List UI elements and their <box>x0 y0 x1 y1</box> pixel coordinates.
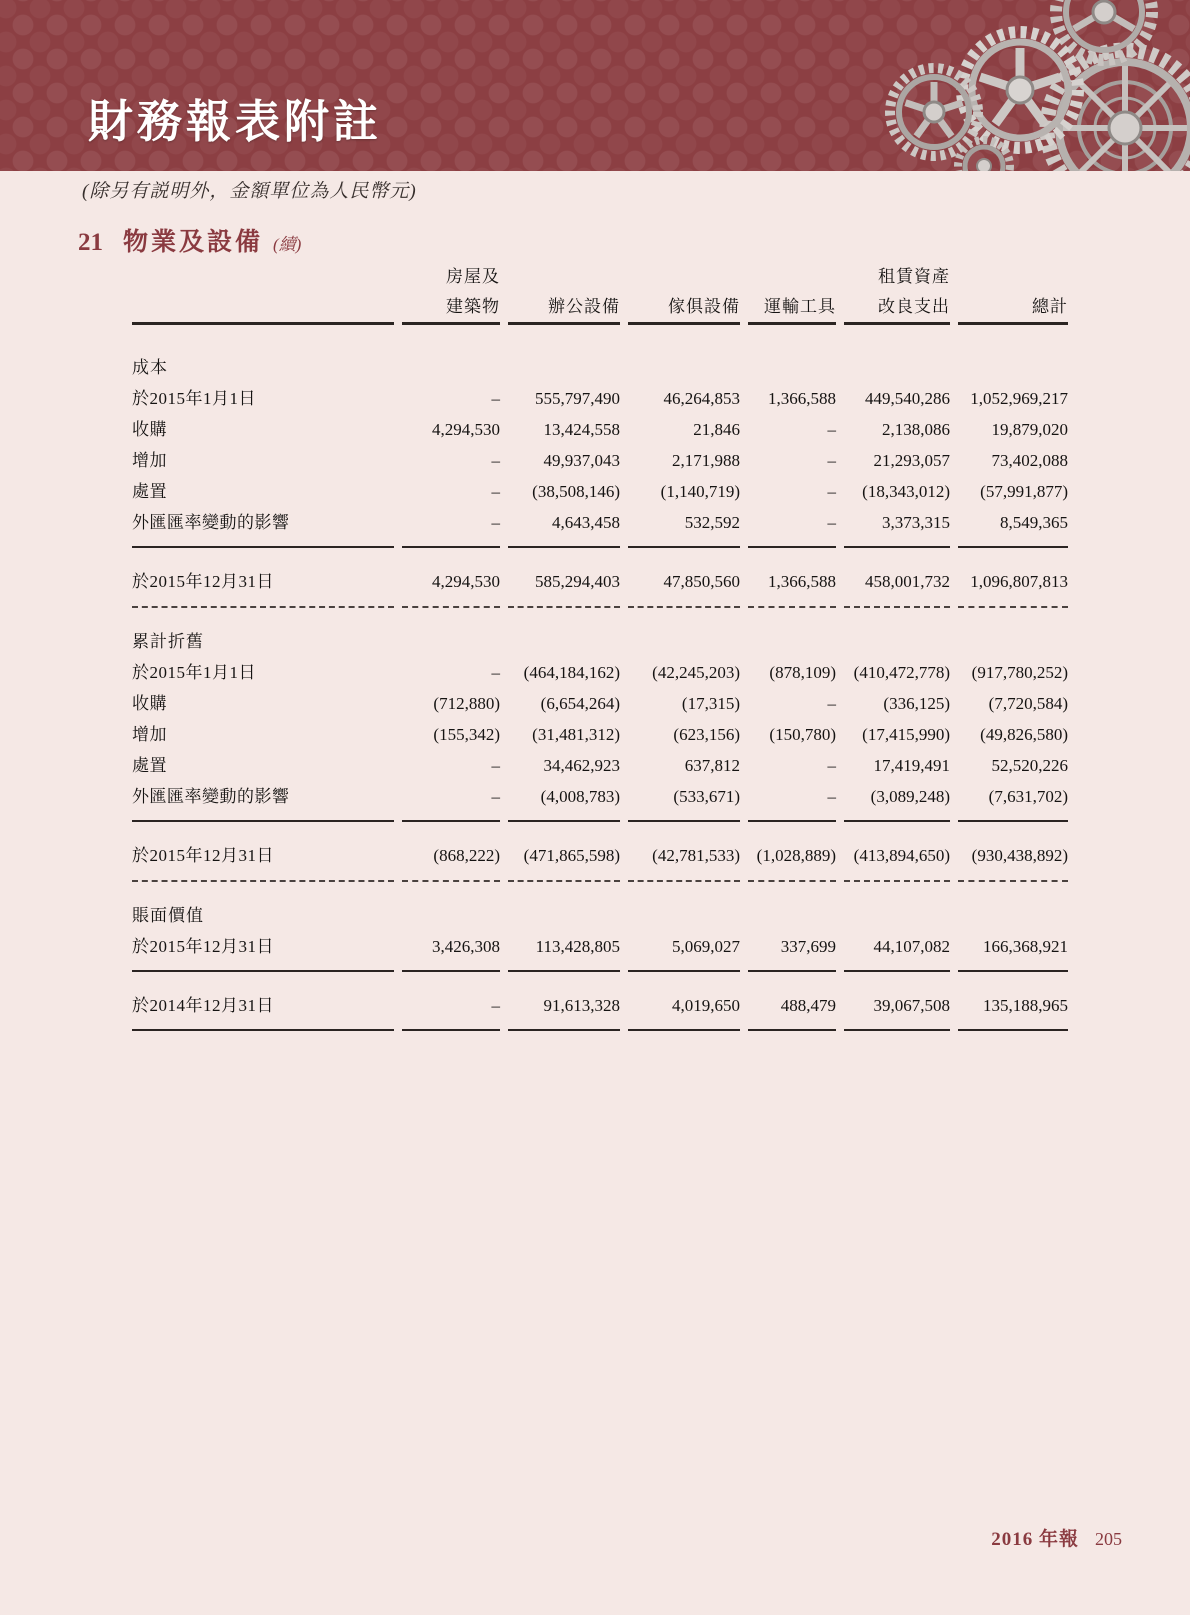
page-footer <box>991 1524 1122 1551</box>
column-header-line: 建築物 <box>446 297 500 316</box>
cell-value: 47,850,560 <box>628 548 740 608</box>
currency-note: (除另有説明外，金額單位為人民幣元) <box>82 181 417 202</box>
cell-value: – <box>827 482 836 501</box>
cell-value: 337,699 <box>748 931 836 972</box>
cell-value: – <box>402 781 500 822</box>
cell-value: (7,631,702) <box>958 781 1068 822</box>
column-header-line: 運輸工具 <box>764 297 836 316</box>
cell-value: 166,368,921 <box>958 931 1068 972</box>
section-label: 累計折舊 <box>132 632 204 651</box>
column-header-row <box>132 262 1068 325</box>
cell-value: 91,613,328 <box>508 972 620 1031</box>
column-header-line: 租賃資產 <box>878 267 950 286</box>
cell-value: 555,797,490 <box>535 389 620 408</box>
cell-value: 135,188,965 <box>958 972 1068 1031</box>
table-row <box>132 822 1068 882</box>
cell-value: 2,171,988 <box>672 451 740 470</box>
cell-value: 585,294,403 <box>508 548 620 608</box>
column-header-buildings <box>402 262 500 325</box>
table-row <box>132 507 1068 548</box>
column-header-line <box>628 262 740 292</box>
cell-value: (413,894,650) <box>844 822 950 882</box>
cell-value: (464,184,162) <box>523 663 620 682</box>
page-title: 財務報表附註 <box>88 97 383 147</box>
column-header-office-equipment <box>508 262 620 325</box>
table-row <box>132 548 1068 608</box>
section-continuation: (續) <box>273 235 302 254</box>
page-banner <box>0 0 1190 171</box>
column-header-line: 改良支出 <box>878 297 950 316</box>
cell-value: (471,865,598) <box>508 822 620 882</box>
column-header-leasehold-improvements <box>844 262 950 325</box>
row-label: 收購 <box>132 694 167 713</box>
cell-value: 2,138,086 <box>882 420 950 439</box>
cell-value: 21,293,057 <box>873 451 950 470</box>
table-row <box>132 972 1068 1031</box>
section-label: 賬面價值 <box>132 906 204 925</box>
cell-value: 34,462,923 <box>543 756 620 775</box>
cell-value: – <box>827 756 836 775</box>
row-label: 處置 <box>132 756 167 775</box>
cell-value: 73,402,088 <box>991 451 1068 470</box>
row-label: 於2015年12月31日 <box>132 931 394 972</box>
cell-value: (3,089,248) <box>844 781 950 822</box>
section-heading <box>78 222 301 258</box>
cell-value: (868,222) <box>402 822 500 882</box>
footer-page-number: 205 <box>1095 1529 1122 1549</box>
cell-value: (1,028,889) <box>748 822 836 882</box>
cell-value: 1,366,588 <box>768 389 836 408</box>
section-title: 物業及設備 <box>123 229 264 256</box>
cell-value: – <box>491 389 500 408</box>
table-row <box>132 931 1068 972</box>
gears-icon <box>870 0 1190 171</box>
table-row <box>132 445 1068 476</box>
cell-value: 4,294,530 <box>432 420 500 439</box>
cell-value: (712,880) <box>433 694 500 713</box>
cell-value: 449,540,286 <box>865 389 950 408</box>
cell-value: – <box>827 694 836 713</box>
column-header-vehicles <box>748 262 836 325</box>
property-equipment-table <box>124 262 1076 1031</box>
cell-value: 532,592 <box>628 507 740 548</box>
table-body <box>132 325 1068 1031</box>
table-row <box>132 688 1068 719</box>
cell-value: (31,481,312) <box>532 725 620 744</box>
cell-value: (410,472,778) <box>853 663 950 682</box>
column-header-line: 傢俱設備 <box>668 297 740 316</box>
table-row <box>132 750 1068 781</box>
cell-value: 19,879,020 <box>991 420 1068 439</box>
table-row <box>132 657 1068 688</box>
cell-value: (155,342) <box>433 725 500 744</box>
cell-value: 458,001,732 <box>844 548 950 608</box>
row-label: 收購 <box>132 420 167 439</box>
cell-value: – <box>827 420 836 439</box>
cell-value: (930,438,892) <box>958 822 1068 882</box>
section-header-row <box>132 325 1068 383</box>
column-header-line <box>748 262 836 292</box>
cell-value: (57,991,877) <box>980 482 1068 501</box>
column-header-line <box>958 262 1068 292</box>
footer-report-label: 2016 年報 <box>991 1529 1079 1550</box>
cell-value: 1,052,969,217 <box>970 389 1068 408</box>
cell-value: (42,245,203) <box>652 663 740 682</box>
cell-value: (38,508,146) <box>532 482 620 501</box>
section-label: 成本 <box>132 358 168 377</box>
cell-value: 4,019,650 <box>628 972 740 1031</box>
cell-value: (42,781,533) <box>628 822 740 882</box>
cell-value: – <box>491 663 500 682</box>
row-label: 於2014年12月31日 <box>132 972 394 1031</box>
column-header-line <box>508 262 620 292</box>
cell-value: (6,654,264) <box>540 694 620 713</box>
cell-value: 17,419,491 <box>873 756 950 775</box>
row-label: 外匯匯率變動的影響 <box>132 507 394 548</box>
cell-value: 39,067,508 <box>844 972 950 1031</box>
column-header-total <box>958 262 1068 325</box>
cell-value: (49,826,580) <box>980 725 1068 744</box>
cell-value: (17,415,990) <box>862 725 950 744</box>
cell-value: (1,140,719) <box>660 482 740 501</box>
cell-value: 49,937,043 <box>543 451 620 470</box>
cell-value: (878,109) <box>769 663 836 682</box>
row-label: 增加 <box>132 725 167 744</box>
cell-value: – <box>827 451 836 470</box>
cell-value: 113,428,805 <box>508 931 620 972</box>
cell-value: 8,549,365 <box>958 507 1068 548</box>
cell-value: – <box>402 507 500 548</box>
cell-value: – <box>491 482 500 501</box>
cell-value: (17,315) <box>681 694 740 713</box>
column-header-furniture <box>628 262 740 325</box>
row-label: 於2015年12月31日 <box>132 548 394 608</box>
cell-value: 637,812 <box>684 756 740 775</box>
cell-value: 3,426,308 <box>402 931 500 972</box>
cell-value: 4,643,458 <box>508 507 620 548</box>
cell-value: 488,479 <box>748 972 836 1031</box>
table-row <box>132 383 1068 414</box>
cell-value: – <box>402 972 500 1031</box>
cell-value: (917,780,252) <box>971 663 1068 682</box>
cell-value: 1,096,807,813 <box>958 548 1068 608</box>
cell-value: – <box>748 507 836 548</box>
cell-value: (533,671) <box>628 781 740 822</box>
cell-value: – <box>491 451 500 470</box>
section-header-row <box>132 608 1068 657</box>
cell-value: (336,125) <box>883 694 950 713</box>
table-row <box>132 781 1068 822</box>
cell-value: 1,366,588 <box>748 548 836 608</box>
cell-value: 44,107,082 <box>844 931 950 972</box>
row-label: 處置 <box>132 482 167 501</box>
cell-value: 21,846 <box>693 420 740 439</box>
cell-value: 5,069,027 <box>628 931 740 972</box>
row-label-header <box>132 262 394 325</box>
section-number: 21 <box>78 229 103 256</box>
table-row <box>132 476 1068 507</box>
cell-value: (150,780) <box>769 725 836 744</box>
cell-value: 13,424,558 <box>543 420 620 439</box>
cell-value: (18,343,012) <box>862 482 950 501</box>
row-label: 增加 <box>132 451 167 470</box>
table-row <box>132 719 1068 750</box>
cell-value: (7,720,584) <box>988 694 1068 713</box>
table-row <box>132 414 1068 445</box>
section-header-row <box>132 882 1068 931</box>
cell-value: (4,008,783) <box>508 781 620 822</box>
row-label: 於2015年1月1日 <box>132 663 256 682</box>
column-header-line: 總計 <box>1032 297 1068 316</box>
cell-value: (623,156) <box>673 725 740 744</box>
column-header-line: 辦公設備 <box>548 297 620 316</box>
cell-value: – <box>491 756 500 775</box>
cell-value: 46,264,853 <box>663 389 740 408</box>
cell-value: – <box>748 781 836 822</box>
row-label: 於2015年1月1日 <box>132 389 256 408</box>
cell-value: 52,520,226 <box>991 756 1068 775</box>
cell-value: 4,294,530 <box>402 548 500 608</box>
row-label: 於2015年12月31日 <box>132 822 394 882</box>
cell-value: 3,373,315 <box>844 507 950 548</box>
column-header-line: 房屋及 <box>446 267 500 286</box>
row-label: 外匯匯率變動的影響 <box>132 781 394 822</box>
